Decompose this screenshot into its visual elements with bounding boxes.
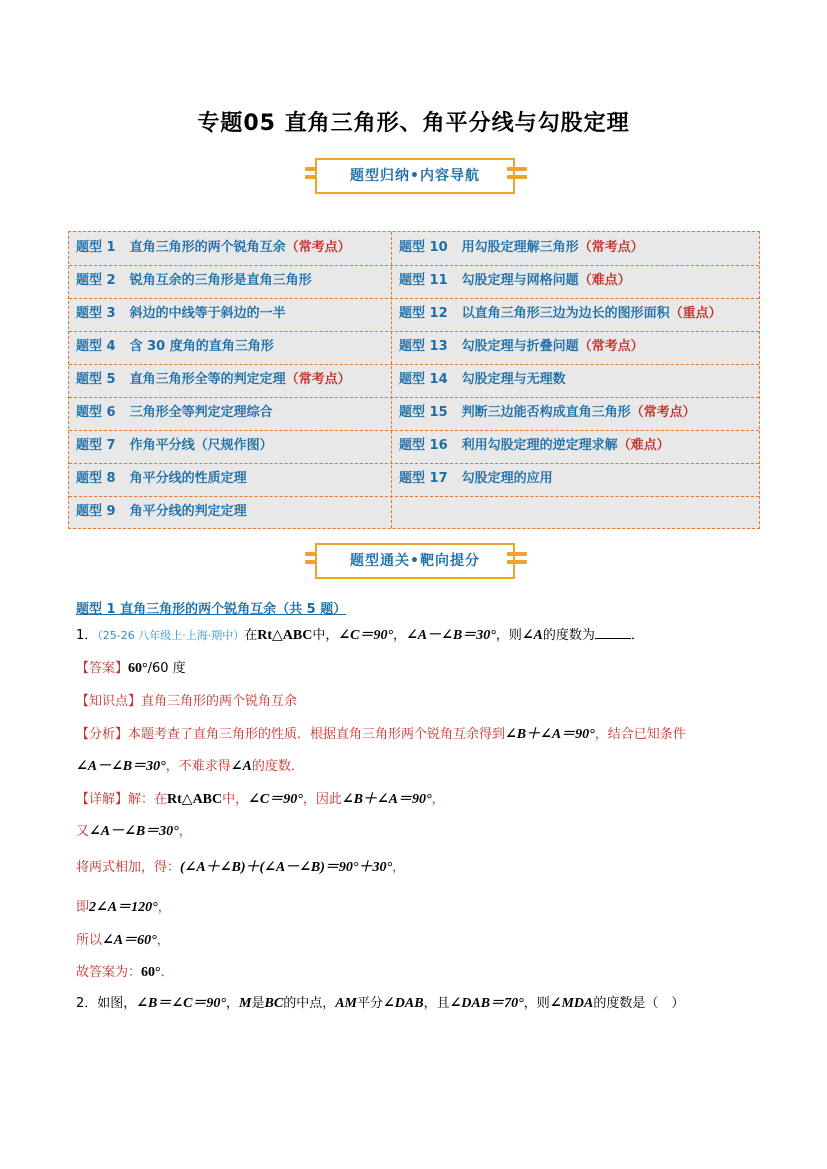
nav-item-topic-8[interactable]: 题型 8 角平分线的性质定理 bbox=[76, 471, 247, 486]
nav-item-topic-13[interactable]: 题型 13 勾股定理与折叠问题（常考点） bbox=[399, 339, 644, 354]
banner-practice bbox=[305, 543, 527, 583]
nav-item-topic-4[interactable]: 题型 4 含 30 度角的直角三角形 bbox=[76, 339, 274, 354]
solution-step-5: 故答案为：60°． bbox=[76, 965, 174, 980]
answer-line: 【答案】60°/60 度 bbox=[76, 661, 186, 676]
nav-item-topic-11[interactable]: 题型 11 勾股定理与网格问题（难点） bbox=[399, 273, 631, 288]
solution-step-2: 将两式相加，得：(∠A＋∠B)＋(∠A－∠B)＝90°＋30°， bbox=[76, 860, 406, 875]
solution-step-3: 即2∠A＝120°， bbox=[76, 900, 171, 915]
nav-item-topic-9[interactable]: 题型 9 角平分线的判定定理 bbox=[76, 504, 247, 519]
solution-step-1: 又∠A－∠B＝30°， bbox=[76, 824, 192, 839]
nav-item-topic-16[interactable]: 题型 16 利用勾股定理的逆定理求解（难点） bbox=[399, 438, 670, 453]
nav-item-topic-5[interactable]: 题型 5 直角三角形全等的判定定理（常考点） bbox=[76, 372, 351, 387]
nav-item-topic-10[interactable]: 题型 10 用勾股定理解三角形（常考点） bbox=[399, 240, 644, 255]
nav-item-topic-14[interactable]: 题型 14 勾股定理与无理数 bbox=[399, 372, 566, 387]
nav-item-topic-2[interactable]: 题型 2 锐角互余的三角形是直角三角形 bbox=[76, 273, 312, 288]
banner-box bbox=[315, 158, 515, 194]
banner-decoration-right bbox=[507, 552, 527, 566]
nav-item-topic-15[interactable]: 题型 15 判断三边能否构成直角三角形（常考点） bbox=[399, 405, 696, 420]
page-title: 专题05 直角三角形、角平分线与勾股定理 bbox=[197, 111, 630, 136]
nav-item-topic-7[interactable]: 题型 7 作角平分线（尺规作图） bbox=[76, 438, 273, 453]
question-source: （25-26 八年级上·上海·期中） bbox=[97, 629, 245, 642]
banner-label: 题型归纳•内容导航 bbox=[350, 168, 480, 184]
question-2: 2．如图，∠B＝∠C＝90°，M是BC的中点，AM平分∠DAB，且∠DAB＝70°，则∠MDA的度数是（ ） bbox=[76, 996, 685, 1011]
knowledge-point-line: 【知识点】直角三角形的两个锐角互余 bbox=[76, 694, 298, 709]
detail-line: 【详解】解：在Rt△ABC中，∠C＝90°，因此∠B＋∠A＝90°， bbox=[76, 792, 445, 807]
solution-step-4: 所以∠A＝60°， bbox=[76, 933, 170, 948]
answer-blank bbox=[595, 626, 631, 639]
question-1: 1．（25-26 八年级上·上海·期中）在Rt△ABC中，∠C＝90°，∠A－∠B＝30°，则∠A的度数为 ． bbox=[76, 628, 644, 643]
banner-label: 题型通关•靶向提分 bbox=[350, 553, 480, 569]
topic-navigation-table bbox=[68, 231, 760, 529]
section-heading-topic-1[interactable]: 题型 1 直角三角形的两个锐角互余（共 5 题） bbox=[76, 602, 347, 617]
nav-item-topic-1[interactable]: 题型 1 直角三角形的两个锐角互余（常考点） bbox=[76, 240, 351, 255]
nav-item-topic-6[interactable]: 题型 6 三角形全等判定定理综合 bbox=[76, 405, 273, 420]
banner-content-navigation bbox=[305, 158, 527, 198]
banner-box bbox=[315, 543, 515, 579]
analysis-line-2: ∠A－∠B＝30°，不难求得∠A的度数． bbox=[76, 759, 304, 774]
nav-item-topic-3[interactable]: 题型 3 斜边的中线等于斜边的一半 bbox=[76, 306, 286, 321]
analysis-line-1: 【分析】本题考查了直角三角形的性质．根据直角三角形两个锐角互余得到∠B＋∠A＝90°，结合已知条件 bbox=[76, 727, 686, 742]
nav-item-topic-12[interactable]: 题型 12 以直角三角形三边为边长的图形面积（重点） bbox=[399, 306, 722, 321]
banner-decoration-right bbox=[507, 167, 527, 181]
nav-item-topic-17[interactable]: 题型 17 勾股定理的应用 bbox=[399, 471, 553, 486]
